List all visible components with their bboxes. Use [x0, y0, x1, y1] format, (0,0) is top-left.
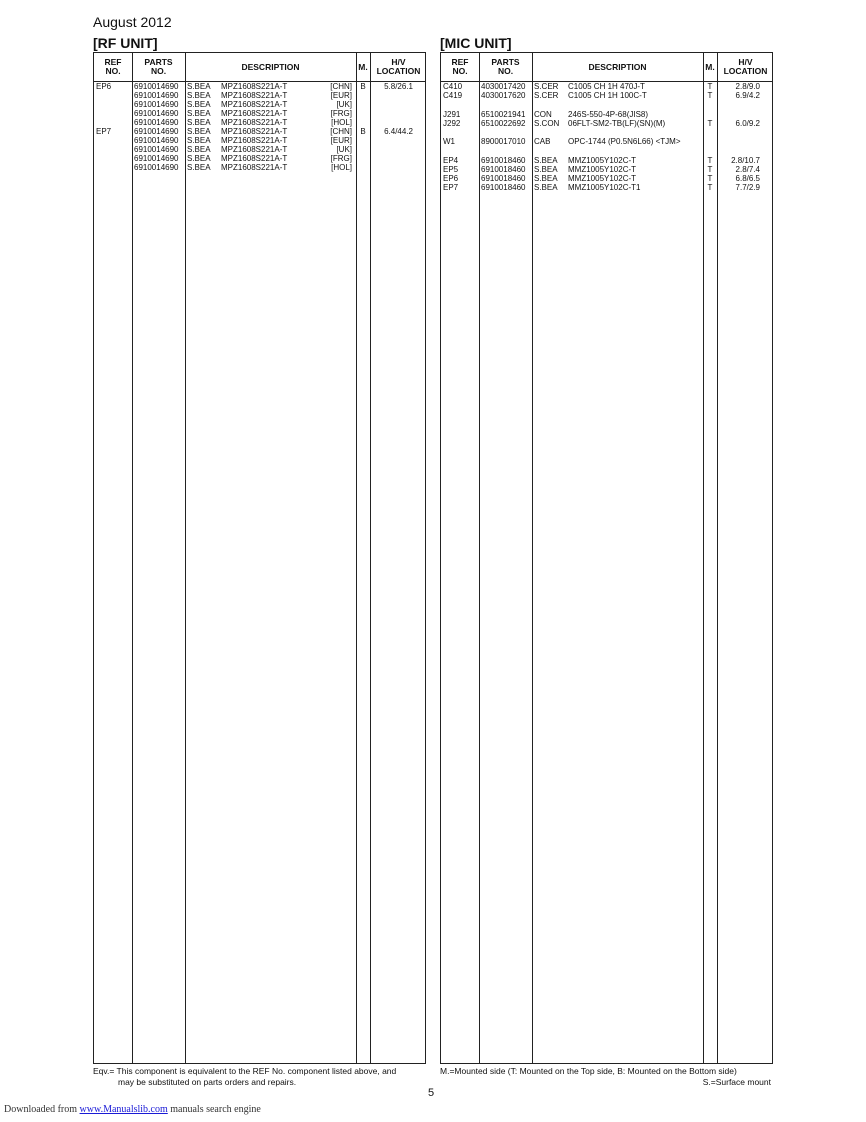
- version: [EUR]: [330, 91, 352, 100]
- version: [HOL]: [331, 163, 352, 172]
- part-no: 6910018460: [481, 155, 526, 165]
- rf-table-header: [94, 53, 425, 82]
- description: MMZ1005Y102C-T1: [568, 182, 641, 192]
- part-no: 4030017420: [481, 82, 526, 91]
- mounted-side: T: [707, 82, 713, 91]
- version: [UK]: [336, 100, 352, 109]
- table-row: [94, 163, 425, 172]
- category: S.BEA: [534, 164, 558, 174]
- ref-no: EP7: [443, 182, 459, 192]
- mic-column-divider: [479, 53, 480, 1063]
- description: MPZ1608S221A-T: [221, 154, 288, 163]
- description: MPZ1608S221A-T: [221, 127, 288, 136]
- mic-table-header: [441, 53, 772, 82]
- description: 06FLT-SM2-TB(LF)(SN)(M): [568, 118, 666, 128]
- ref-no: EP5: [443, 164, 459, 174]
- mounted-side: B: [360, 82, 366, 91]
- category: S.BEA: [187, 154, 211, 163]
- rf-unit-title: [RF UNIT]: [93, 35, 158, 51]
- version: [CHN]: [330, 82, 352, 91]
- mic-unit-title: [MIC UNIT]: [440, 35, 512, 51]
- hv-location: 6.8/6.5: [735, 173, 760, 183]
- part-no: 6510022692: [481, 118, 526, 128]
- version: [HOL]: [331, 118, 352, 127]
- description: MPZ1608S221A-T: [221, 118, 288, 127]
- hv-location: 2.8/10.7: [731, 155, 760, 165]
- category: CON: [534, 109, 552, 119]
- mounted-side: T: [707, 182, 713, 192]
- mounted-side: T: [707, 155, 713, 165]
- mic-header-mounted: M.: [705, 61, 715, 72]
- hv-location: 6.4/44.2: [384, 127, 413, 136]
- ref-no: EP7: [96, 127, 112, 136]
- version: [FRG]: [330, 154, 352, 163]
- rf-header-ref: REF NO.: [104, 57, 122, 76]
- category: S.CON: [534, 118, 560, 128]
- category: S.BEA: [187, 118, 211, 127]
- mic-unit-table: [440, 52, 773, 1064]
- manualslib-link[interactable]: www.Manualslib.com: [79, 1104, 168, 1115]
- table-row: [441, 165, 772, 174]
- mic-column-divider: [717, 53, 718, 1063]
- rf-column-divider: [356, 53, 357, 1063]
- table-row: [441, 174, 772, 183]
- description: MPZ1608S221A-T: [221, 82, 288, 91]
- hv-location: 6.0/9.2: [735, 118, 760, 128]
- version: [CHN]: [330, 127, 352, 136]
- category: S.BEA: [187, 163, 211, 172]
- table-row: [441, 110, 772, 119]
- page-number: 5: [428, 1087, 435, 1099]
- category: S.BEA: [534, 173, 558, 183]
- table-row: [441, 137, 772, 146]
- description: C1005 CH 1H 100C-T: [568, 91, 647, 100]
- ref-no: W1: [443, 137, 455, 146]
- description: MMZ1005Y102C-T: [568, 164, 637, 174]
- description: MPZ1608S221A-T: [221, 100, 288, 109]
- table-row: [94, 91, 425, 100]
- part-no: 6910018460: [481, 182, 526, 192]
- rf-header-description: DESCRIPTION: [241, 61, 300, 72]
- rf-column-divider: [185, 53, 186, 1063]
- rf-column-divider: [132, 53, 133, 1063]
- category: S.BEA: [534, 182, 558, 192]
- hv-location: 2.8/9.0: [735, 82, 760, 91]
- ref-no: EP4: [443, 155, 459, 165]
- ref-no: J291: [443, 109, 461, 119]
- description: OPC-1744 (P0.5N6L66) <TJM>: [568, 137, 681, 146]
- rf-column-divider: [370, 53, 371, 1063]
- surface-mount-note: S.=Surface mount: [702, 1077, 771, 1087]
- description: 246S-550-4P-68(JIS8): [568, 109, 649, 119]
- version: [FRG]: [330, 109, 352, 118]
- ref-no: J292: [443, 118, 461, 128]
- table-row: [94, 118, 425, 127]
- download-suffix: manuals search engine: [170, 1104, 261, 1115]
- mic-header-parts: PARTS NO.: [491, 57, 520, 76]
- ref-no: EP6: [443, 173, 459, 183]
- part-no: 6910018460: [481, 173, 526, 183]
- eqv-note-line2: may be substituted on parts orders and repairs.: [118, 1077, 297, 1087]
- category: S.BEA: [187, 91, 211, 100]
- table-row: [94, 109, 425, 118]
- table-row: [441, 156, 772, 165]
- category: S.BEA: [187, 136, 211, 145]
- part-no: 8900017010: [481, 137, 526, 146]
- hv-location: 2.8/7.4: [735, 164, 760, 174]
- ref-no: C410: [443, 82, 463, 91]
- date-label: August 2012: [93, 14, 172, 30]
- part-no: 6910014690: [134, 145, 179, 154]
- part-no: 6910014690: [134, 136, 179, 145]
- table-row: [94, 127, 425, 136]
- description: MPZ1608S221A-T: [221, 136, 288, 145]
- table-row: [94, 154, 425, 163]
- table-row: [441, 119, 772, 128]
- version: [UK]: [336, 145, 352, 154]
- mic-header-location: H/V LOCATION: [723, 57, 768, 76]
- hv-location: 6.9/4.2: [735, 91, 760, 100]
- mounted-side: T: [707, 91, 713, 100]
- description: MPZ1608S221A-T: [221, 145, 288, 154]
- table-row: [441, 82, 772, 91]
- description: MPZ1608S221A-T: [221, 163, 288, 172]
- category: S.BEA: [187, 100, 211, 109]
- part-no: 6910018460: [481, 164, 526, 174]
- mounted-side: T: [707, 164, 713, 174]
- ref-no: EP6: [96, 82, 112, 91]
- eqv-note-line1: Eqv.= This component is equivalent to the REF No. component listed above, and: [93, 1066, 397, 1076]
- table-row: [94, 100, 425, 109]
- category: CAB: [534, 137, 551, 146]
- table-row: [441, 183, 772, 192]
- mounted-side: B: [360, 127, 366, 136]
- table-row: [94, 145, 425, 154]
- description: MMZ1005Y102C-T: [568, 155, 637, 165]
- category: S.BEA: [187, 109, 211, 118]
- download-notice: [4, 1104, 261, 1115]
- rf-unit-table: [93, 52, 426, 1064]
- table-row: [441, 91, 772, 100]
- mic-header-ref: REF NO.: [451, 57, 469, 76]
- rf-header-parts: PARTS NO.: [144, 57, 173, 76]
- hv-location: 5.8/26.1: [384, 82, 413, 91]
- description: MPZ1608S221A-T: [221, 91, 288, 100]
- part-no: 6510021941: [481, 109, 526, 119]
- part-no: 6910014690: [134, 82, 179, 91]
- table-row: [94, 82, 425, 91]
- mounted-side: T: [707, 118, 713, 128]
- rf-header-location: H/V LOCATION: [376, 57, 421, 76]
- description: MPZ1608S221A-T: [221, 109, 288, 118]
- part-no: 6910014690: [134, 118, 179, 127]
- hv-location: 7.7/2.9: [735, 182, 760, 192]
- part-no: 6910014690: [134, 163, 179, 172]
- mounted-side: T: [707, 173, 713, 183]
- category: S.BEA: [187, 145, 211, 154]
- category: S.CER: [534, 91, 559, 100]
- part-no: 4030017620: [481, 91, 526, 100]
- rf-header-mounted: M.: [358, 61, 368, 72]
- ref-no: C419: [443, 91, 463, 100]
- mic-column-divider: [703, 53, 704, 1063]
- mounted-side-note: M.=Mounted side (T: Mounted on the Top side, B: Mounted on the Bottom side): [440, 1066, 737, 1076]
- part-no: 6910014690: [134, 109, 179, 118]
- part-no: 6910014690: [134, 127, 179, 136]
- download-prefix: Downloaded from: [4, 1104, 78, 1115]
- mic-header-description: DESCRIPTION: [588, 61, 647, 72]
- description: MMZ1005Y102C-T: [568, 173, 637, 183]
- category: S.BEA: [187, 127, 211, 136]
- version: [EUR]: [330, 136, 352, 145]
- category: S.BEA: [534, 155, 558, 165]
- category: S.CER: [534, 82, 559, 91]
- mic-column-divider: [532, 53, 533, 1063]
- table-row: [94, 136, 425, 145]
- category: S.BEA: [187, 82, 211, 91]
- part-no: 6910014690: [134, 100, 179, 109]
- part-no: 6910014690: [134, 154, 179, 163]
- description: C1005 CH 1H 470J-T: [568, 82, 645, 91]
- part-no: 6910014690: [134, 91, 179, 100]
